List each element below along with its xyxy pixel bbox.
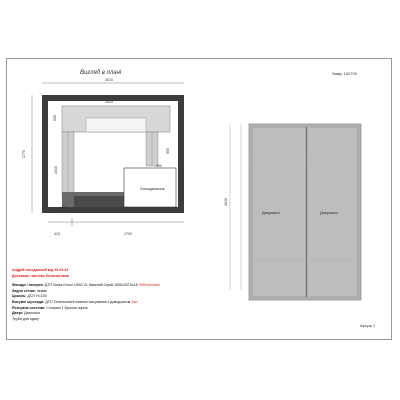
dim-step-width: 600 [61,206,67,210]
spec-notes [12,268,160,322]
spec-line-drawers: Висувні шухляди: ДТП Телескопічні повного висування з доводчиком 2шт. [12,299,139,304]
delivery-note: Доставка і монтаж безкоштовно [12,273,70,278]
spec-line-plinth: Цоколь: ДСП Н=100 [12,294,47,299]
spec-line-back: Задня стінка: немає [12,288,48,293]
spec-line-sliding: Розсувна система: Compact 1 Бронза чорна [12,305,88,310]
door-right-label: Дзеркало [320,210,338,215]
dim-bottom-left: 415 [54,232,60,236]
order-number: Замір 182709 [332,71,357,76]
dim-elevation-height: 2640 [224,198,228,206]
dim-right-upper: 555 [166,148,170,154]
page-title: Вигляд в плані [80,70,122,76]
door-left-label: Дзеркало [262,210,280,215]
dim-height-total: 1770 [22,150,26,158]
approved-note: Андрій погоджений від 16.03.24 [12,268,69,272]
fridge-label: Холодильник [140,186,165,191]
dim-outer-width: 3010 [105,78,113,82]
sheet-number: Аркуш 1 [360,323,376,328]
spec-line-facade: Фасади / галерея: ДТП Swiss Krono U540 VL Квасний Сірий 1600х2070х18 3990грн/лист [12,283,161,288]
dim-left-upper: 530 [53,115,57,121]
spec-line-rail: Труба для одягу [12,316,39,321]
dim-bottom-mid: 1700 [124,232,132,236]
dim-inner-width: 2810 [105,100,113,104]
spec-line-doors: Двері: Дзеркало [12,311,41,316]
dim-left-mid: 1040 [54,166,58,174]
dim-fridge-width: 400 [156,164,162,168]
